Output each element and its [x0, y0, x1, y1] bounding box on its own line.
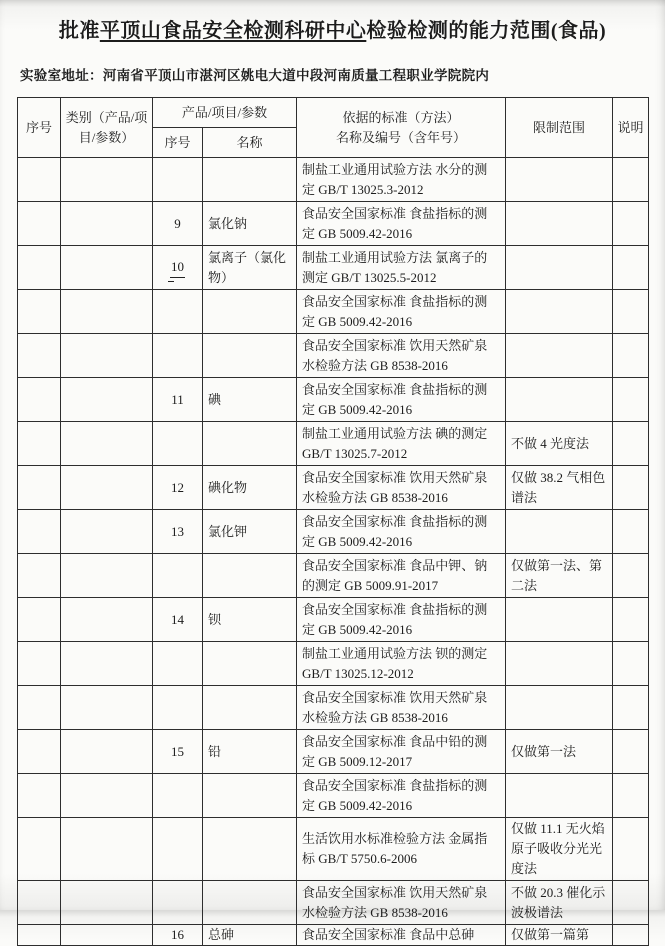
cell-seq: [18, 246, 61, 290]
cell-note: [613, 818, 649, 881]
cell-item-no: [153, 554, 203, 598]
title-prefix: 批准: [58, 20, 100, 42]
table-row: [18, 598, 649, 642]
cell-restriction: [506, 202, 613, 246]
cell-standard: 食品安全国家标准 食品中钾、钠的测定 GB 5009.91-2017: [297, 554, 506, 598]
cell-item-name: [203, 554, 297, 598]
cell-note: [613, 246, 649, 290]
cell-item-name: 铅: [203, 730, 297, 774]
cell-restriction: 仅做第一法、第二法: [506, 554, 613, 598]
cell-note: [613, 554, 649, 598]
cell-category: [61, 290, 153, 334]
cell-category: [61, 818, 153, 881]
cell-restriction: [506, 290, 613, 334]
cell-seq: [18, 290, 61, 334]
cell-note: [613, 730, 649, 774]
cell-item-name: [203, 642, 297, 686]
lab-address: [20, 64, 665, 84]
cell-standard: 食品安全国家标准 食盐指标的测定 GB 5009.42-2016: [297, 510, 506, 554]
cell-category: [61, 202, 153, 246]
cell-standard: 制盐工业通用试验方法 碘的测定 GB/T 13025.7-2012: [297, 422, 506, 466]
table-row: [18, 925, 649, 946]
table-row: [18, 510, 649, 554]
cell-note: [613, 686, 649, 730]
cell-item-no: 15: [153, 730, 203, 774]
cell-item-name: [203, 422, 297, 466]
cell-standard: 食品安全国家标准 饮用天然矿泉水检验方法 GB 8538-2016: [297, 466, 506, 510]
cell-note: [613, 290, 649, 334]
cell-restriction: [506, 378, 613, 422]
cell-seq: [18, 334, 61, 378]
cell-standard: 食品安全国家标准 饮用天然矿泉水检验方法 GB 8538-2016: [297, 334, 506, 378]
cell-restriction: [506, 246, 613, 290]
table-row: [18, 686, 649, 730]
cell-category: [61, 334, 153, 378]
table-row: [18, 554, 649, 598]
cell-note: [613, 598, 649, 642]
cell-standard: 制盐工业通用试验方法 水分的测定 GB/T 13025.3-2012: [297, 158, 506, 202]
table-row: [18, 730, 649, 774]
cell-standard: 食品安全国家标准 食品中铅的测定 GB 5009.12-2017: [297, 730, 506, 774]
cell-category: [61, 774, 153, 818]
cell-standard: 食品安全国家标准 食盐指标的测定 GB 5009.42-2016: [297, 378, 506, 422]
cell-seq: [18, 730, 61, 774]
table-row: [18, 158, 649, 202]
table-row: [18, 290, 649, 334]
cell-item-name: [203, 334, 297, 378]
cell-restriction: [506, 334, 613, 378]
cell-seq: [18, 510, 61, 554]
lab-address-value: 河南省平顶山市湛河区姚电大道中段河南质量工程职业学院院内: [102, 68, 490, 83]
cell-item-no: [153, 642, 203, 686]
cell-seq: [18, 554, 61, 598]
cell-restriction: 仅做第一法: [506, 730, 613, 774]
cell-category: [61, 246, 153, 290]
item-no-correction-mark: 10: [170, 257, 185, 278]
cell-item-no: [153, 881, 203, 925]
table-header: [18, 98, 649, 158]
cell-note: [613, 334, 649, 378]
cell-seq: [18, 774, 61, 818]
cell-standard: 食品安全国家标准 食盐指标的测定 GB 5009.42-2016: [297, 774, 506, 818]
cell-item-no: 11: [153, 378, 203, 422]
cell-category: [61, 642, 153, 686]
cell-seq: [18, 422, 61, 466]
cell-note: [613, 158, 649, 202]
cell-item-no: 14: [153, 598, 203, 642]
table-row: [18, 774, 649, 818]
cell-restriction: [506, 598, 613, 642]
cell-item-name: [203, 686, 297, 730]
cell-category: [61, 554, 153, 598]
cell-category: [61, 378, 153, 422]
cell-item-name: 钡: [203, 598, 297, 642]
cell-item-no: 16: [153, 925, 203, 946]
cell-seq: [18, 686, 61, 730]
cell-category: [61, 598, 153, 642]
cell-item-name: 氯离子（氯化物）: [203, 246, 297, 290]
cell-item-no: [153, 334, 203, 378]
cell-item-no: 13: [153, 510, 203, 554]
cell-seq: [18, 158, 61, 202]
cell-item-name: [203, 818, 297, 881]
cell-category: [61, 730, 153, 774]
cell-seq: [18, 642, 61, 686]
cell-item-no: [153, 158, 203, 202]
cell-item-no: [153, 246, 203, 290]
cell-category: [61, 510, 153, 554]
cell-restriction: [506, 686, 613, 730]
table-row: [18, 378, 649, 422]
cell-seq: [18, 378, 61, 422]
cell-standard: 食品安全国家标准 食品中总砷: [297, 925, 506, 946]
cell-category: [61, 925, 153, 946]
cell-restriction: [506, 642, 613, 686]
header-item-name: 名称: [203, 128, 297, 158]
table-row: [18, 246, 649, 290]
cell-item-name: 氯化钠: [203, 202, 297, 246]
lab-address-label: 实验室地址：: [20, 68, 103, 83]
cell-item-no: [153, 686, 203, 730]
cell-item-name: [203, 158, 297, 202]
cell-seq: [18, 598, 61, 642]
cell-standard: 食品安全国家标准 食盐指标的测定 GB 5009.42-2016: [297, 202, 506, 246]
capability-table: [17, 97, 649, 946]
cell-item-name: [203, 774, 297, 818]
cell-seq: [18, 466, 61, 510]
cell-standard: 制盐工业通用试验方法 钡的测定 GB/T 13025.12-2012: [297, 642, 506, 686]
cell-item-no: 9: [153, 202, 203, 246]
cell-note: [613, 881, 649, 925]
cell-category: [61, 881, 153, 925]
cell-restriction: [506, 510, 613, 554]
cell-standard: 制盐工业通用试验方法 氯离子的测定 GB/T 13025.5-2012: [297, 246, 506, 290]
cell-item-name: 碘化物: [203, 466, 297, 510]
header-standard: [297, 98, 506, 158]
cell-restriction: [506, 158, 613, 202]
cell-seq: [18, 202, 61, 246]
table-row: [18, 334, 649, 378]
page-title: [30, 14, 635, 43]
cell-item-name: 碘: [203, 378, 297, 422]
table-row: [18, 818, 649, 881]
header-standard-line2: 名称及编号（含年号）: [336, 129, 467, 145]
header-standard-line1: 依据的标准（方法）: [342, 109, 460, 125]
cell-item-name: [203, 290, 297, 334]
cell-standard: 生活饮用水标准检验方法 金属指标 GB/T 5750.6-2006: [297, 818, 506, 881]
cell-category: [61, 686, 153, 730]
cell-note: [613, 422, 649, 466]
cell-restriction: 不做 4 光度法: [506, 422, 613, 466]
cell-note: [613, 774, 649, 818]
cell-item-name: 总砷: [203, 925, 297, 946]
cell-note: [613, 642, 649, 686]
cell-seq: [18, 925, 61, 946]
table-row: [18, 642, 649, 686]
cell-note: [613, 925, 649, 946]
table-row: [18, 202, 649, 246]
cell-note: [613, 202, 649, 246]
cell-standard: 食品安全国家标准 饮用天然矿泉水检验方法 GB 8538-2016: [297, 881, 506, 925]
header-seq: 序号: [18, 98, 61, 158]
header-category: 类别（产品/项目/参数）: [61, 98, 153, 158]
cell-note: [613, 466, 649, 510]
cell-standard: 食品安全国家标准 饮用天然矿泉水检验方法 GB 8538-2016: [297, 686, 506, 730]
table-row: [18, 422, 649, 466]
table-row: [18, 881, 649, 925]
cell-standard: 食品安全国家标准 食盐指标的测定 GB 5009.42-2016: [297, 598, 506, 642]
cell-item-no: [153, 290, 203, 334]
cell-restriction: 仅做 38.2 气相色谱法: [506, 466, 613, 510]
cell-item-no: [153, 422, 203, 466]
cell-seq: [18, 818, 61, 881]
header-item-seq: 序号: [153, 128, 203, 158]
header-note: 说明: [613, 98, 649, 158]
cell-item-no: 12: [153, 466, 203, 510]
cell-item-no: [153, 774, 203, 818]
header-restriction: 限制范围: [506, 98, 613, 158]
cell-restriction: 仅做 11.1 无火焰原子吸收分光光度法: [506, 818, 613, 881]
table-row: [18, 466, 649, 510]
header-product-group: 产品/项目/参数: [153, 98, 297, 128]
title-suffix: 检验检测的能力范围(食品): [366, 20, 607, 42]
cell-restriction: 不做 20.3 催化示波极谱法: [506, 881, 613, 925]
table-body: [18, 158, 649, 946]
cell-item-name: [203, 881, 297, 925]
cell-category: [61, 466, 153, 510]
cell-note: [613, 510, 649, 554]
cell-standard: 食品安全国家标准 食盐指标的测定 GB 5009.42-2016: [297, 290, 506, 334]
title-underlined-center-name: 平顶山食品安全检测科研中心: [99, 20, 367, 42]
cell-category: [61, 158, 153, 202]
cell-restriction: 仅做第一篇第: [506, 925, 613, 946]
cell-item-no: [153, 818, 203, 881]
cell-item-name: 氯化钾: [203, 510, 297, 554]
cell-restriction: [506, 774, 613, 818]
cell-note: [613, 378, 649, 422]
cell-category: [61, 422, 153, 466]
cell-seq: [18, 881, 61, 925]
